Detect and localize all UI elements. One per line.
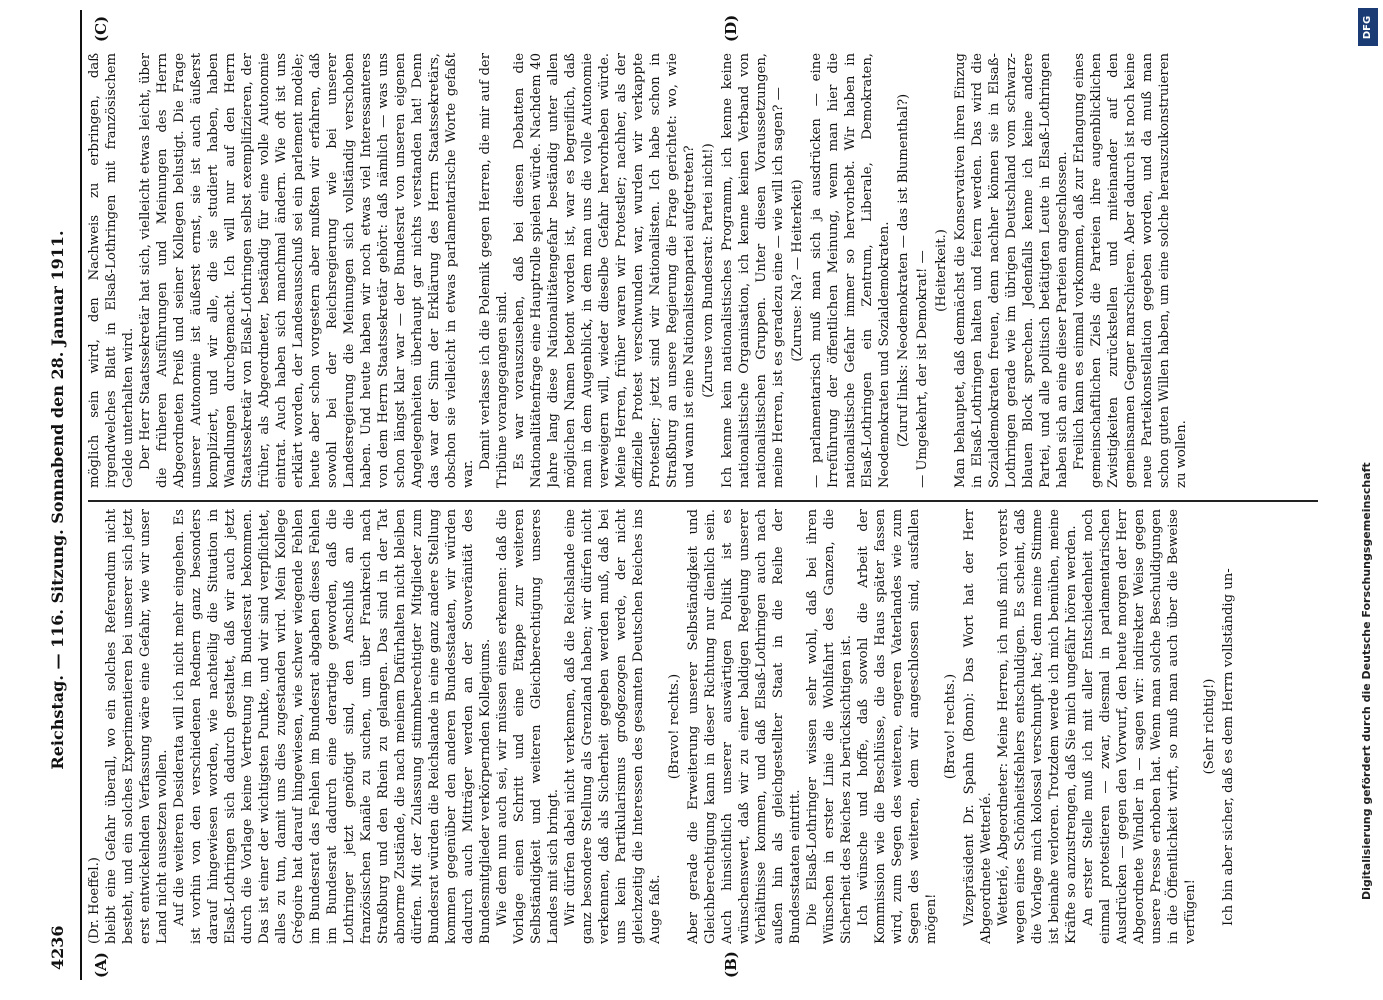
left-text-column: [86, 509, 1321, 944]
margin-marker-a: (A): [92, 952, 110, 978]
left-column-paragraph: Ich bin aber sicher, daß es dem Herrn vollständig un-: [1221, 568, 1236, 926]
right-column-paragraph: Ich kenne kein nationalistisches Programm, ich kenne keine nationalistische Organisation, ich kenne keinen Verband von nationalistischen Gruppen. Unter diesen Voraussetzungen, meine Herren, ist es geradezu eine — wie will ich sagen? —: [720, 53, 786, 488]
margin-marker-d: (D): [722, 14, 740, 42]
left-column-paragraph: (Sehr richtig!): [1202, 678, 1217, 775]
page-number: 4236: [48, 925, 67, 970]
left-column-paragraph: (Bravo! rechts.): [667, 673, 682, 780]
left-column-paragraph: Die Elsaß-Lothringer wissen sehr wohl, daß bei ihren Wünschen in erster Linie die Wohlfahrt des Ganzen, die Sicherheit des Reiches zu berücksichtigen ist.: [805, 509, 854, 944]
page-title: Reichstag. — 116. Sitzung. Sonnabend den 28. Januar 1911.: [48, 230, 67, 770]
left-column-paragraph: bleibt eine Gefahr überall, wo ein solches Referendum nicht besteht, und ein solches Experimentieren bei unserer sich jetzt erst entwickelnden Verfassung wäre eine Gefahr, wie wir unser Land nicht aussetzen wollen.: [104, 509, 170, 944]
right-column-paragraph: Es war vorauszusehen, daß bei diesen Debatten die Nationalitätenfrage eine Hauptrolle spielen würde. Nachdem 40 Jahre lang diese Nationalitätengefahr beständig unter allen möglichen Namen betont worden ist, war es begreiflich, daß man in dem Augenblick, in dem man uns die volle Autonomie verweigern will, wieder dieselbe Gefahr hervorheben würde. Meine Herren, früher waren wir Protestler; nachher, als der offizielle Protest verschwunden war, wurden wir verkappte Protestler; jetzt sind wir Nationalisten. Ich habe schon in Straßburg an unsere Regierung die Frage gerichtet: wo, wie und wann ist eine Nationalistenpartei aufgetreten?: [512, 53, 697, 488]
left-column-paragraph: Aber gerade die Erweiterung unserer Selbständigkeit und Gleichberechtigung kann in dieser Richtung nur dienlich sein. Auch hinsichtlich unserer auswärtigen Politik ist es wünschenswert, daß wir zu einer baldigen Regelung unserer Verhältnisse kommen, und daß Elsaß-Lothringen auch nach außen hin als gleichgestellter Staat in die Reihe der Bundesstaaten eintritt.: [686, 509, 803, 944]
right-column-paragraph: (Zuruse: Na? — Heiterkeit): [790, 179, 805, 362]
right-column-paragraph: möglich sein wird, den Nachweis zu erbringen, daß irgendwelches Blatt in Elsaß-Lothringen mit französischem Gelde unterhalten wird.: [87, 53, 136, 488]
right-text-column: [86, 53, 1321, 488]
margin-marker-b: (B): [722, 951, 740, 978]
left-column-paragraph: Ich wünsche und hoffe, daß sowohl die Arbeit der Kommission wie die Beschlüsse, die das Haus später fassen wird, zum Segen des weiteren, engeren Vaterlandes wie zum Segen des weiteren, dem wir angeschlossen sind, ausfallen mögen!: [856, 509, 939, 944]
right-column-paragraph: — parlamentarisch muß man sich ja ausdrücken — eine Irreführung der öffentlichen Meinung, wenn man hier die nationalistische Gefahr immer so hervorhebt. Wir haben in Elsaß-Lothringen ein Zentrum, Liberale, Demokraten, Neodemokraten und Sozialdemokraten.: [809, 53, 892, 488]
left-column-paragraph: Wie dem nun auch sei, wir müssen eines erkennen: daß die Vorlage einen Schritt und eine Etappe zur weiteren Selbständigkeit und weiteren Gleichberechtigung unseres Landes mit sich bringt.: [495, 509, 561, 944]
left-column-paragraph: Vizepräsident Dr. Spahn (Bonn): Das Wort hat der Herr Abgeordnete Wetterlé.: [962, 509, 994, 944]
dfg-logo: DFG: [1358, 8, 1378, 46]
right-column-paragraph: Damit verlasse ich die Polemik gegen Herren, die mir auf der Tribüne vorangegangen sind.: [478, 53, 510, 488]
right-column-paragraph: (Heiterkeit.): [934, 229, 949, 312]
left-column-paragraph: Wetterlé, Abgeordneter: Meine Herren, ich muß mich vorerst wegen eines Schönheitsfehlers entschuldigen. Es scheint, daß die Vorlage mich kolossal verschnupft hat; denn meine Stimme ist beinahe verloren. Trotzdem werde ich mich bemühen, meine Kräfte so anzustrengen, daß Sie mich ungefähr hören werden.: [996, 509, 1079, 944]
right-column-paragraph: — Umgekehrt, der ist Demokrat! —: [915, 250, 930, 488]
right-column-paragraph: Man behauptet, daß demnächst die Konservativen ihren Einzug in Elsaß-Lothringen halten und feiern werden. Das wird die Sozialdemokraten freuen, denn nachher können sie in Elsaß-Lothringen gerade wie im übrigen Deutschland vom schwarz-blauen Block sprechen. Jedenfalls kenne ich keine andere Partei, und alle politisch betätigten Leute in Elsaß-Lothringen haben sich an eine dieser Parteien angeschlossen.: [953, 53, 1070, 488]
right-column-paragraph: Freilich kann es einmal vorkommen, daß zur Erlangung eines gemeinschaftlichen Ziels die Parteien ihre augenblicklichen Zwistigkeiten zurückstellen und miteinander auf den gemeinsamen Gegner marschieren. Aber dadurch ist noch keine neue Parteikonstellation gegeben worden, und da muß man schon guten Willen haben, um eine solche herauszukonstruieren zu wollen.: [1072, 53, 1189, 488]
left-column-paragraph: Wir dürfen dabei nicht verkennen, daß die Reichslande eine ganz besondere Stellung als Grenzland haben; wir dürfen nicht verkennen, daß als Sicherheit gegeben werden muß, daß bei uns kein Partikularismus großgezogen werde, der nicht gleichzeitig die Interessen des gesamten Deutschen Reiches ins Auge faßt.: [563, 509, 663, 944]
header-rule: [80, 10, 82, 980]
left-column-paragraph: (Bravo! rechts.): [943, 673, 958, 780]
right-column-paragraph: Der Herr Staatssekretär hat sich, vielleicht etwas leicht, über die früheren Ausführungen und Meinungen des Herrn Abgeordneten Preiß und seiner Kollegen belustigt. Die Frage unserer Autonomie ist äußerst ernst, sie ist auch äußerst kompliziert, und wir alle, die sie studiert haben, haben Wandlungen durchgemacht. Ich will nur auf den Herrn Staatssekretär von Elsaß-Lothringen selbst exemplifizieren, der früher, als Abgeordneter, beständig für eine volle Autonomie eintrat. Auch haben sich manchmal ändern. Wie oft ist uns erklärt worden, der Landesausschuß sei ein parlement modèle; heute aber schon vorgestern aber mußten wir erfahren, daß sowohl bei der Reichsregierung wie bei unserer Landesregierung die Meinungen sich vollständig verschoben haben. Und heute haben wir noch etwas viel Interessanteres von dem Herrn Staatssekretär gehört: daß nämlich — was uns schon längst klar war — der Bundesrat von unseren eigenen Angelegenheiten überhaupt gar nichts verstanden hat! Denn das war der Sinn der Erklärung des Herrn Staatssekretärs, obschon sie vielleicht in etwas parlamentarische Worte gefaßt war.: [138, 53, 476, 488]
column-separator: [88, 501, 1318, 503]
left-column-paragraph: Auf die weiteren Desiderata will ich nicht mehr eingehen. Es ist vorhin von den verschiedenen Rednern ganz besonders darauf hingewiesen worden, wie nachteilig die Situation in Elsaß-Lothringen sich dadurch gestaltet, daß wir auch jetzt durch die Vorlage keine Vertretung im Bundesrat bekommen. Das ist einer der wichtigsten Punkte, und wir sind verpflichtet, alles zu tun, damit uns dies zugestanden wird. Mein Kollege Grégoire hat darauf hingewiesen, wie schwer wiegende Fehlen im Bundesrat das Fehlen im Bundesrat abgaben dieses Fehlen im Bundesrat dadurch eine derartige geworden, daß die Lothringer jetzt genötigt sind, den Anschluß an die französischen Kanäle zu suchen, um über Frankreich nach Straßburg und den Rhein zu gelangen. Das sind in der Tat abnorme Zustände, die nach meinem Dafürhalten nicht bleiben dürfen. Mit der Zulassung stimmberechtigter Mitglieder zum Bundesrat würden die Reichslande in eine ganz andere Stellung kommen gegenüber den anderen Bundesstaaten, wir würden dadurch auch Mitträger werden an der Souveränität des Bundesmitglieder verkörpernden Kollegiums.: [172, 509, 493, 944]
right-column-paragraph: (Zuruf links: Neodemokraten — das ist Blumenthal?): [896, 93, 911, 448]
left-column-paragraph: (Dr. Hoeffel.): [87, 857, 102, 944]
right-column-paragraph: (Zuruse vom Bundesrat: Partei nicht!): [701, 143, 716, 398]
left-column-paragraph: An erster Stelle muß ich mit aller Entschiedenheit noch einmal protestieren — zwar, diesmal in parlamentarischen Ausdrücken — gegen den Vorwurf, den heute morgen der Herr Abgeordnete Windler in — sagen wir: indirekter Weise gegen unsere Presse erhoben hat. Wenn man solche Beschuldigungen in die Öffentlichkeit wirft, so muß man auch über die Beweise verfügen!: [1081, 509, 1198, 944]
margin-marker-c: (C): [92, 15, 110, 42]
digitization-credit: Digitalisierung gefördert durch die Deutsche Forschungsgemeinschaft: [1360, 462, 1373, 900]
page-header: [48, 0, 78, 1000]
